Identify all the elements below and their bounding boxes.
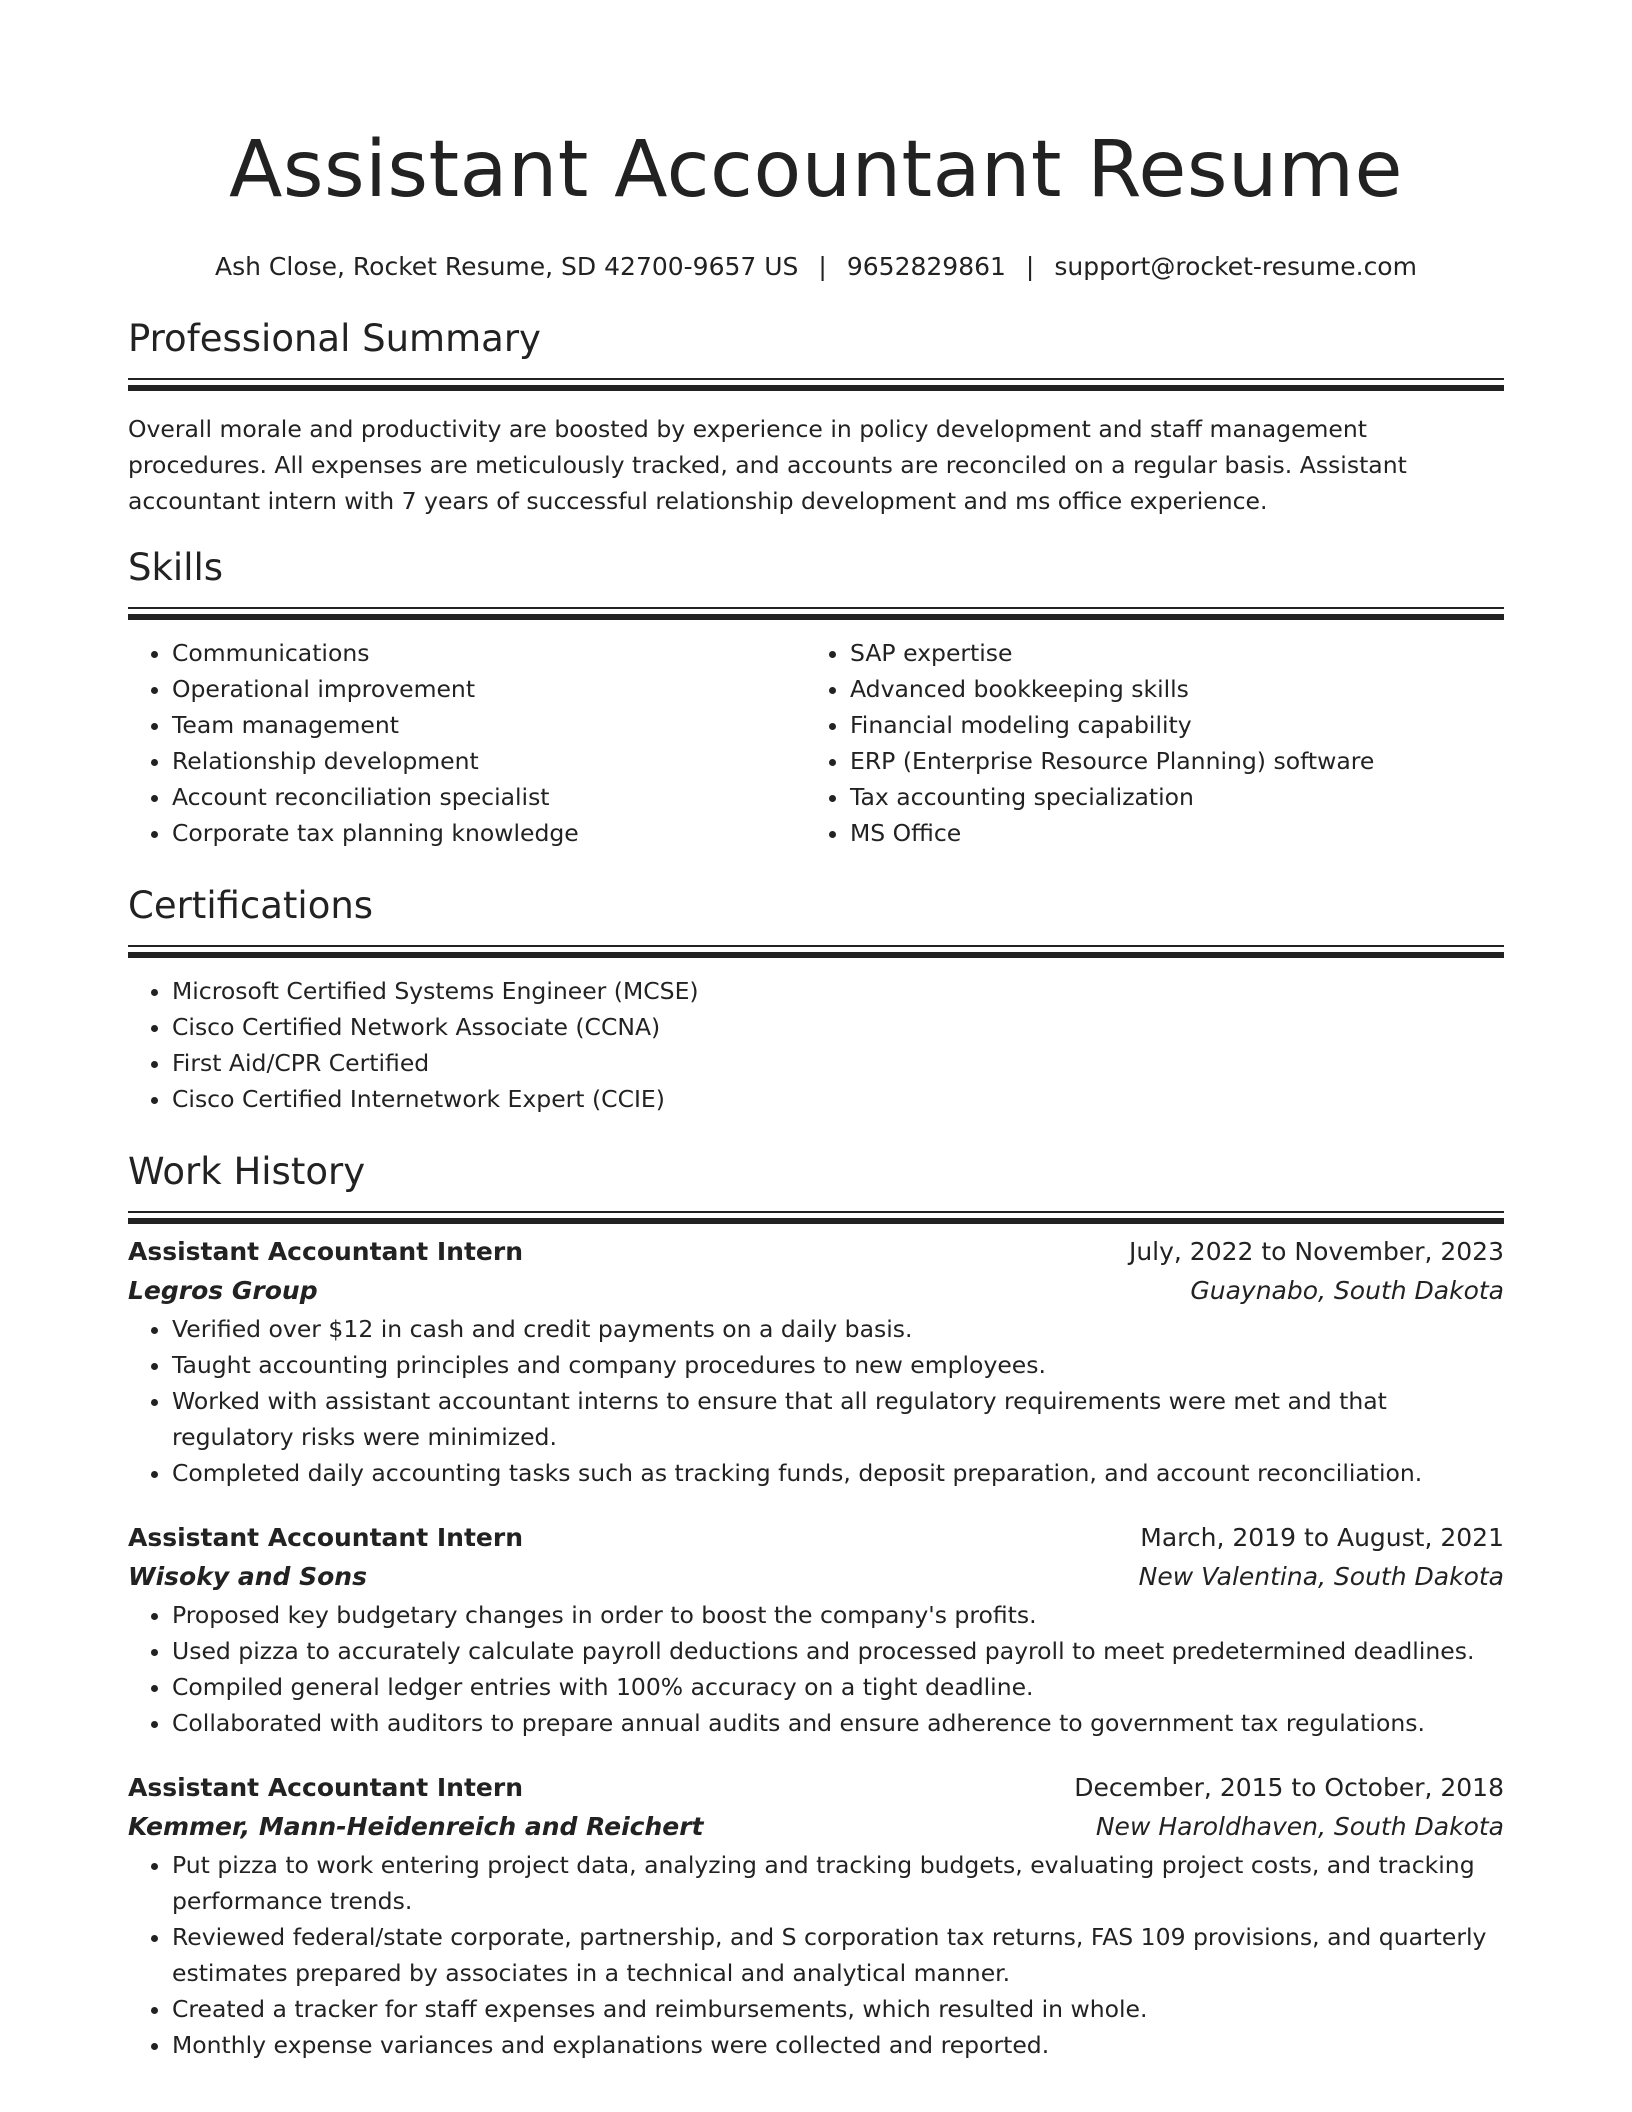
skills-heading: Skills [128, 546, 224, 589]
section-divider [128, 1211, 1504, 1213]
job-entry [128, 1519, 1504, 1741]
skills-list-right [806, 635, 1484, 851]
skill-item: • SAP expertise [850, 635, 1484, 671]
summary-heading: Professional Summary [128, 317, 541, 360]
section-divider [128, 378, 1504, 380]
skill-item: • Operational improvement [172, 671, 806, 707]
certification-item: • Microsoft Certified Systems Engineer (MCSE) [172, 973, 1504, 1009]
job-subheader [128, 1557, 1504, 1597]
job-subheader [128, 1807, 1504, 1847]
certifications-section [128, 881, 1504, 1117]
certifications-list [128, 973, 1504, 1117]
skill-item: • Advanced bookkeeping skills [850, 671, 1484, 707]
skill-item: • MS Office [850, 815, 1484, 851]
job-bullet: • Reviewed federal/state corporate, partnership, and S corporation tax returns, FAS 109 provisions, and quarterly estimates prepared by associates in a technical and analytical manner. [172, 1919, 1504, 1991]
job-bullet: • Worked with assistant accountant interns to ensure that all regulatory requirements were met and that regulatory risks were minimized. [172, 1383, 1504, 1455]
job-bullet: • Verified over $12 in cash and credit payments on a daily basis. [172, 1311, 1504, 1347]
skills-grid [128, 635, 1504, 851]
job-bullet: • Compiled general ledger entries with 100% accuracy on a tight deadline. [172, 1669, 1504, 1705]
job-header [128, 1233, 1504, 1271]
job-subheader [128, 1271, 1504, 1311]
section-divider [128, 945, 1504, 947]
job-bullet: • Collaborated with auditors to prepare annual audits and ensure adherence to government tax regulations. [172, 1705, 1504, 1741]
job-bullet: • Put pizza to work entering project data, analyzing and tracking budgets, evaluating project costs, and tracking performance trends. [172, 1847, 1504, 1919]
summary-section [128, 314, 1504, 519]
contact-line [128, 250, 1504, 284]
job-company: Kemmer, Mann-Heidenreich and Reichert [128, 1812, 704, 1841]
job-location: Guaynabo, South Dakota [1190, 1276, 1504, 1305]
job-header [128, 1519, 1504, 1557]
contact-address: Ash Close, Rocket Resume, SD 42700-9657 US [215, 252, 799, 281]
job-bullet-list [128, 1597, 1504, 1741]
job-entry [128, 1769, 1504, 2063]
job-location: New Valentina, South Dakota [1138, 1562, 1504, 1591]
job-bullet: • Created a tracker for staff expenses and reimbursements, which resulted in whole. [172, 1991, 1504, 2027]
skills-section [128, 543, 1504, 851]
skill-item: • Account reconciliation specialist [172, 779, 806, 815]
skill-item: • Relationship development [172, 743, 806, 779]
contact-email[interactable]: support@rocket-resume.com [1054, 252, 1417, 281]
work-history-section [128, 1147, 1504, 2063]
skills-column-right [806, 635, 1484, 851]
skill-item: • Corporate tax planning knowledge [172, 815, 806, 851]
job-bullet: • Completed daily accounting tasks such as tracking funds, deposit preparation, and account reconciliation. [172, 1455, 1504, 1491]
certification-item: • First Aid/CPR Certified [172, 1045, 1504, 1081]
job-location: New Haroldhaven, South Dakota [1095, 1812, 1504, 1841]
job-title: Assistant Accountant Intern [128, 1237, 523, 1266]
skill-item: • Financial modeling capability [850, 707, 1484, 743]
certification-item: • Cisco Certified Network Associate (CCNA) [172, 1009, 1504, 1045]
contact-separator: | [1025, 252, 1035, 281]
job-dates: July, 2022 to November, 2023 [1128, 1237, 1504, 1266]
job-entry [128, 1233, 1504, 1491]
section-divider [128, 607, 1504, 609]
job-title: Assistant Accountant Intern [128, 1523, 523, 1552]
job-company: Legros Group [128, 1276, 318, 1305]
job-bullet: • Used pizza to accurately calculate payroll deductions and processed payroll to meet predetermined deadlines. [172, 1633, 1504, 1669]
job-bullet: • Taught accounting principles and company procedures to new employees. [172, 1347, 1504, 1383]
job-bullet-list [128, 1847, 1504, 2063]
job-dates: March, 2019 to August, 2021 [1140, 1523, 1504, 1552]
contact-separator: | [818, 252, 827, 281]
resume-page [128, 0, 1504, 2063]
job-title: Assistant Accountant Intern [128, 1773, 523, 1802]
certification-item: • Cisco Certified Internetwork Expert (CCIE) [172, 1081, 1504, 1117]
summary-text: Overall morale and productivity are boosted by experience in policy development and staff management procedures. All expenses are meticulously tracked, and accounts are reconciled on a regular basis. Assistant accountant intern with 7 years of successful relationship development and ms office experience. [128, 415, 1407, 515]
skills-list-left [128, 635, 806, 851]
resume-title: Assistant Accountant Resume [229, 125, 1403, 215]
skill-item: • ERP (Enterprise Resource Planning) software [850, 743, 1484, 779]
contact-phone: 9652829861 [846, 252, 1006, 281]
certifications-heading: Certifications [128, 884, 374, 927]
skill-item: • Team management [172, 707, 806, 743]
job-header [128, 1769, 1504, 1807]
job-bullet: • Proposed key budgetary changes in order to boost the company's profits. [172, 1597, 1504, 1633]
work-history-heading: Work History [128, 1150, 366, 1193]
job-company: Wisoky and Sons [128, 1562, 367, 1591]
job-dates: December, 2015 to October, 2018 [1074, 1773, 1504, 1802]
skill-item: • Tax accounting specialization [850, 779, 1484, 815]
job-bullet-list [128, 1311, 1504, 1491]
skills-column-left [128, 635, 806, 851]
job-bullet: • Monthly expense variances and explanations were collected and reported. [172, 2027, 1504, 2063]
skill-item: • Communications [172, 635, 806, 671]
